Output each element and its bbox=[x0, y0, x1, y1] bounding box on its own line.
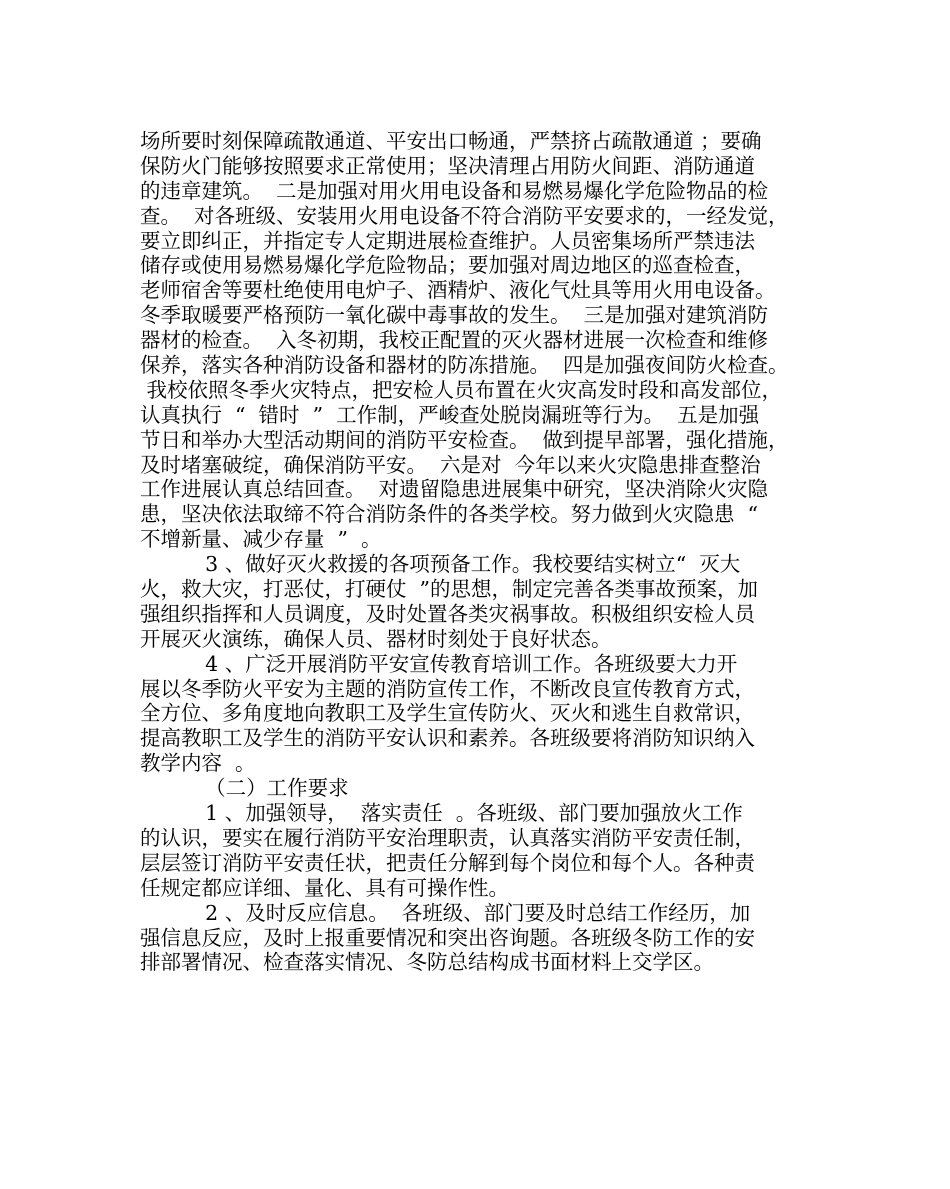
text-line: 4 、广泛开展消防平安宣传教育培训工作。各班级要大力开 bbox=[140, 651, 738, 676]
text-line: 层层签订消防平安责任状，把责任分解到每个岗位和每个人。各种责 bbox=[140, 850, 755, 875]
text-line: 任规定都应详细、量化、具有可操作性。 bbox=[140, 875, 509, 900]
text-line: 开展灭火演练，确保人员、器材时刻处于良好状态。 bbox=[140, 626, 612, 651]
text-line: 的违章建筑。 二是加强对用火用电设备和易燃易爆化学危险物品的检 bbox=[140, 178, 769, 203]
text-line: 场所要时刻保障疏散通道、平安出口畅通，严禁挤占疏散通道 ；要确 bbox=[140, 129, 762, 153]
text-line: 患，坚决依法取缔不符合消防条件的各类学校。努力做到火灾隐患 “ bbox=[140, 502, 759, 527]
text-line: 全方位、多角度地向教职工及学生宣传防火、灭火和逃生自救常识， bbox=[140, 701, 755, 726]
text-line: 教学内容 。 bbox=[140, 751, 256, 776]
text-line: 工作进展认真总结回查。 对遗留隐患进展集中研究，坚决消除火灾隐 bbox=[140, 477, 769, 502]
text-line: 排部署情况、检查落实情况、冬防总结构成书面材料上交学区。 bbox=[140, 950, 714, 975]
text-line: 器材的检查。 入冬初期，我校正配置的灭火器材进展一次检查和维修 bbox=[140, 328, 769, 353]
text-line: 查。 对各班级、安装用火用电设备不符合消防平安要求的，一经发觉， bbox=[140, 203, 789, 228]
text-line: 我校依照冬季火灾特点，把安检人员布置在火灾高发时段和高发部位， bbox=[140, 377, 783, 402]
text-line: 保防火门能够按照要求正常使用；坚决清理占用防火间距、消防通道 bbox=[140, 153, 755, 178]
text-line: 要立即纠正，并指定专人定期进展检查维护。人员密集场所严禁违法 bbox=[140, 228, 755, 253]
text-line: 认真执行 “ 错时 ” 工作制，严峻查处脱岗漏班等行为。 五是加强 bbox=[140, 402, 760, 427]
text-line: 节日和举办大型活动期间的消防平安检查。 做到提早部署，强化措施， bbox=[140, 427, 789, 452]
text-line: 提高教职工及学生的消防平安认识和素养。各班级要将消防知识纳入 bbox=[140, 726, 755, 751]
text-line: 1 、加强领导， 落实责任 。各班级、部门要加强放火工作 bbox=[140, 801, 743, 826]
text-line: 2 、及时反应信息。 各班级、部门要及时总结工作经历，加 bbox=[140, 900, 751, 925]
text-line: 强信息反应，及时上报重要情况和突出咨询题。各班级冬防工作的安 bbox=[140, 925, 755, 950]
section-heading-line: （二）工作要求 bbox=[140, 776, 349, 801]
text-line: 老师宿舍等要杜绝使用电炉子、酒精炉、液化气灶具等用火用电设备。 bbox=[140, 278, 776, 303]
document-body-text bbox=[140, 129, 830, 975]
text-line: 的认识，要实在履行消防平安治理职责，认真落实消防平安责任制， bbox=[140, 825, 755, 850]
text-line: 保养，落实各种消防设备和器材的防冻措施。 四是加强夜间防火检查。 bbox=[140, 353, 789, 378]
text-line: 及时堵塞破绽，确保消防平安。 六是对 今年以来火灾隐患排查整治 bbox=[140, 452, 761, 477]
text-line: 3 、做好灭火救援的各项预备工作。我校要结实树立“ 灭大 bbox=[140, 552, 741, 577]
text-line: 不增新量、减少存量 ” 。 bbox=[140, 527, 382, 552]
text-line: 冬季取暖要严格预防一氧化碳中毒事故的发生。 三是加强对建筑消防 bbox=[140, 303, 769, 328]
text-line: 强组织指挥和人员调度，及时处置各类灾祸事故。积极组织安检人员 bbox=[140, 601, 755, 626]
text-line: 展以冬季防火平安为主题的消防宣传工作，不断改良宣传教育方式， bbox=[140, 676, 755, 701]
text-line: 储存或使用易燃易爆化学危险物品；要加强对周边地区的巡查检查， bbox=[140, 253, 755, 278]
text-line: 火，救大灾，打恶仗，打硬仗 ”的思想，制定完善各类事故预案，加 bbox=[140, 577, 759, 602]
